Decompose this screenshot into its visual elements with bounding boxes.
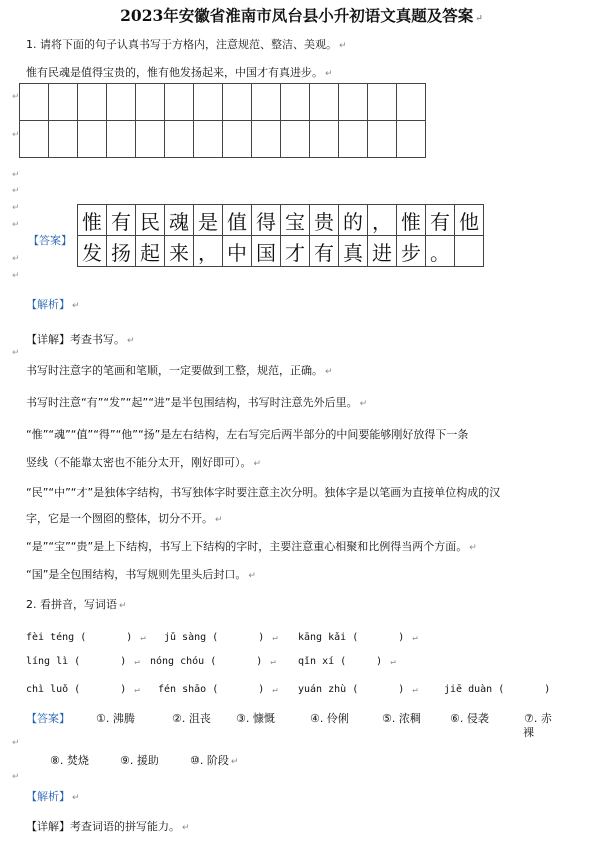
writing-cell[interactable]	[252, 121, 281, 158]
paragraph-mark: ↵	[12, 348, 20, 358]
answer-cell: 他	[455, 205, 484, 236]
analysis-heading: 【解析】 ↵	[26, 298, 80, 311]
answer-cell: 民	[136, 205, 165, 236]
pinyin-item: jǔ sàng ( ) ↵	[164, 632, 278, 643]
paragraph-mark: ↵	[12, 254, 20, 264]
answer-cell: 进	[368, 236, 397, 267]
writing-cell[interactable]	[20, 84, 49, 121]
paragraph-mark: ↵	[12, 738, 20, 748]
writing-cell[interactable]	[339, 121, 368, 158]
paragraph-mark: ↵	[12, 130, 20, 140]
answer-cell: 中	[223, 236, 252, 267]
answer-cell: 有	[107, 205, 136, 236]
answer-cell: 起	[136, 236, 165, 267]
answer-cell: 是	[194, 205, 223, 236]
writing-cell[interactable]	[49, 84, 78, 121]
pinyin-item: chì luǒ ( ) ↵	[26, 684, 140, 695]
answer-word: ②. 沮丧	[172, 712, 211, 725]
answer-cell: 得	[252, 205, 281, 236]
answer-word: ①. 沸腾	[96, 712, 135, 725]
writing-cell[interactable]	[194, 84, 223, 121]
writing-cell[interactable]	[310, 121, 339, 158]
detail-paragraph: 【详解】考查书写。 ↵	[26, 333, 135, 346]
answer-cell: 有	[310, 236, 339, 267]
writing-cell[interactable]	[20, 121, 49, 158]
detail-paragraph: 【详解】考查词语的拼写能力。 ↵	[26, 820, 190, 833]
answer-label: 【答案】	[26, 712, 70, 725]
answer-word: ⑥. 侵袭	[450, 712, 489, 725]
answer-cell: 才	[281, 236, 310, 267]
document-title: 2023年安徽省淮南市凤台县小升初语文真题及答案 ↵	[120, 6, 483, 25]
pinyin-item: jiē duàn ( )	[444, 684, 551, 695]
answer-word: ⑨. 援助	[120, 754, 159, 767]
writing-cell[interactable]	[136, 84, 165, 121]
answer-grid	[77, 204, 484, 267]
paragraph-mark: ↵	[12, 203, 20, 213]
answer-label: 【答案】	[28, 234, 72, 247]
writing-cell[interactable]	[397, 121, 426, 158]
answer-cell: 的	[339, 205, 368, 236]
answer-row	[78, 205, 484, 236]
writing-cell[interactable]	[194, 121, 223, 158]
writing-cell[interactable]	[368, 121, 397, 158]
writing-grid-row	[20, 121, 426, 158]
writing-cell[interactable]	[49, 121, 78, 158]
writing-cell[interactable]	[165, 121, 194, 158]
detail-paragraph: “民”“中”“才”是独体字结构，书写独体字时要注意主次分明。独体字是以笔画为直接单位构成的汉	[26, 486, 501, 499]
writing-cell[interactable]	[281, 84, 310, 121]
pinyin-item: kāng kǎi ( ) ↵	[298, 632, 418, 643]
answer-cell: 国	[252, 236, 281, 267]
answer-cell: 惟	[78, 205, 107, 236]
question-1-sentence: 惟有民魂是值得宝贵的，惟有他发扬起来，中国才有真进步。 ↵	[26, 66, 333, 79]
answer-word: ③. 慷慨	[236, 712, 275, 725]
detail-paragraph: “国”是全包围结构，书写规则先里头后封口。 ↵	[26, 568, 256, 581]
pinyin-item: líng lì ( ) ↵	[26, 656, 140, 667]
paragraph-mark: ↵	[12, 186, 20, 196]
detail-paragraph: 书写时注意“有”“发”“起”“进”是半包围结构，书写时注意先外后里。 ↵	[26, 396, 368, 409]
writing-cell[interactable]	[339, 84, 368, 121]
writing-cell[interactable]	[78, 121, 107, 158]
answer-cell: 来	[165, 236, 194, 267]
writing-cell[interactable]	[223, 121, 252, 158]
answer-word-wrap: 裸	[523, 726, 534, 739]
answer-word: ④. 伶俐	[310, 712, 349, 725]
answer-cell: 贵	[310, 205, 339, 236]
writing-cell[interactable]	[397, 84, 426, 121]
detail-paragraph: “是”“宝”“贵”是上下结构，书写上下结构的字时，主要注意重心相聚和比例得当两个方面。 ↵	[26, 540, 477, 553]
pinyin-item: fén shāo ( ) ↵	[158, 684, 278, 695]
paragraph-mark: ↵	[12, 772, 20, 782]
analysis-heading: 【解析】 ↵	[26, 790, 80, 803]
writing-cell[interactable]	[107, 84, 136, 121]
writing-grid-row	[20, 84, 426, 121]
writing-cell[interactable]	[281, 121, 310, 158]
detail-paragraph: 字，它是一个囫囵的整体，切分不开。 ↵	[26, 512, 223, 525]
writing-cell[interactable]	[223, 84, 252, 121]
answer-cell	[455, 236, 484, 267]
answer-cell: 发	[78, 236, 107, 267]
pinyin-item: fèi téng ( ) ↵	[26, 632, 146, 643]
detail-paragraph: 书写时注意字的笔画和笔顺，一定要做到工整，规范，正确。 ↵	[26, 364, 333, 377]
answer-cell: 值	[223, 205, 252, 236]
answer-cell: 宝	[281, 205, 310, 236]
answer-cell: 魂	[165, 205, 194, 236]
detail-paragraph: “惟”“魂”“值”“得”“他”“扬”是左右结构，左右写完后两半部分的中间要能够刚好放得下一条	[26, 428, 469, 441]
detail-paragraph: 竖线（不能靠太密也不能分太开，刚好即可）。 ↵	[26, 456, 262, 469]
paragraph-mark: ↵	[12, 271, 20, 281]
answer-word: ⑧. 焚烧	[50, 754, 89, 767]
answer-cell: 。	[426, 236, 455, 267]
answer-word: ⑩. 阶段 ↵	[190, 754, 239, 767]
answer-word: ⑤. 浓稠	[382, 712, 421, 725]
answer-cell: 有	[426, 205, 455, 236]
pinyin-item: yuán zhù ( ) ↵	[298, 684, 418, 695]
answer-cell: 步	[397, 236, 426, 267]
answer-cell: 真	[339, 236, 368, 267]
writing-cell[interactable]	[368, 84, 397, 121]
writing-cell[interactable]	[136, 121, 165, 158]
answer-cell: ，	[368, 205, 397, 236]
pinyin-item: qǐn xí ( ) ↵	[298, 656, 396, 667]
paragraph-mark: ↵	[12, 170, 20, 180]
pinyin-item: nóng chóu ( ) ↵	[150, 656, 276, 667]
answer-row	[78, 236, 484, 267]
paragraph-mark: ↵	[12, 92, 20, 102]
question-2-heading: 2. 看拼音，写词语 ↵	[26, 598, 127, 611]
answer-cell: ，	[194, 236, 223, 267]
writing-cell[interactable]	[165, 84, 194, 121]
writing-cell[interactable]	[252, 84, 281, 121]
writing-cell[interactable]	[107, 121, 136, 158]
answer-cell: 惟	[397, 205, 426, 236]
writing-grid	[19, 83, 426, 158]
paragraph-mark: ↵	[12, 220, 20, 230]
answer-word: ⑦. 赤	[524, 712, 552, 725]
writing-cell[interactable]	[78, 84, 107, 121]
question-1-heading: 1. 请将下面的句子认真书写于方格内，注意规范、整洁、美观。 ↵	[26, 38, 347, 51]
answer-cell: 扬	[107, 236, 136, 267]
writing-cell[interactable]	[310, 84, 339, 121]
